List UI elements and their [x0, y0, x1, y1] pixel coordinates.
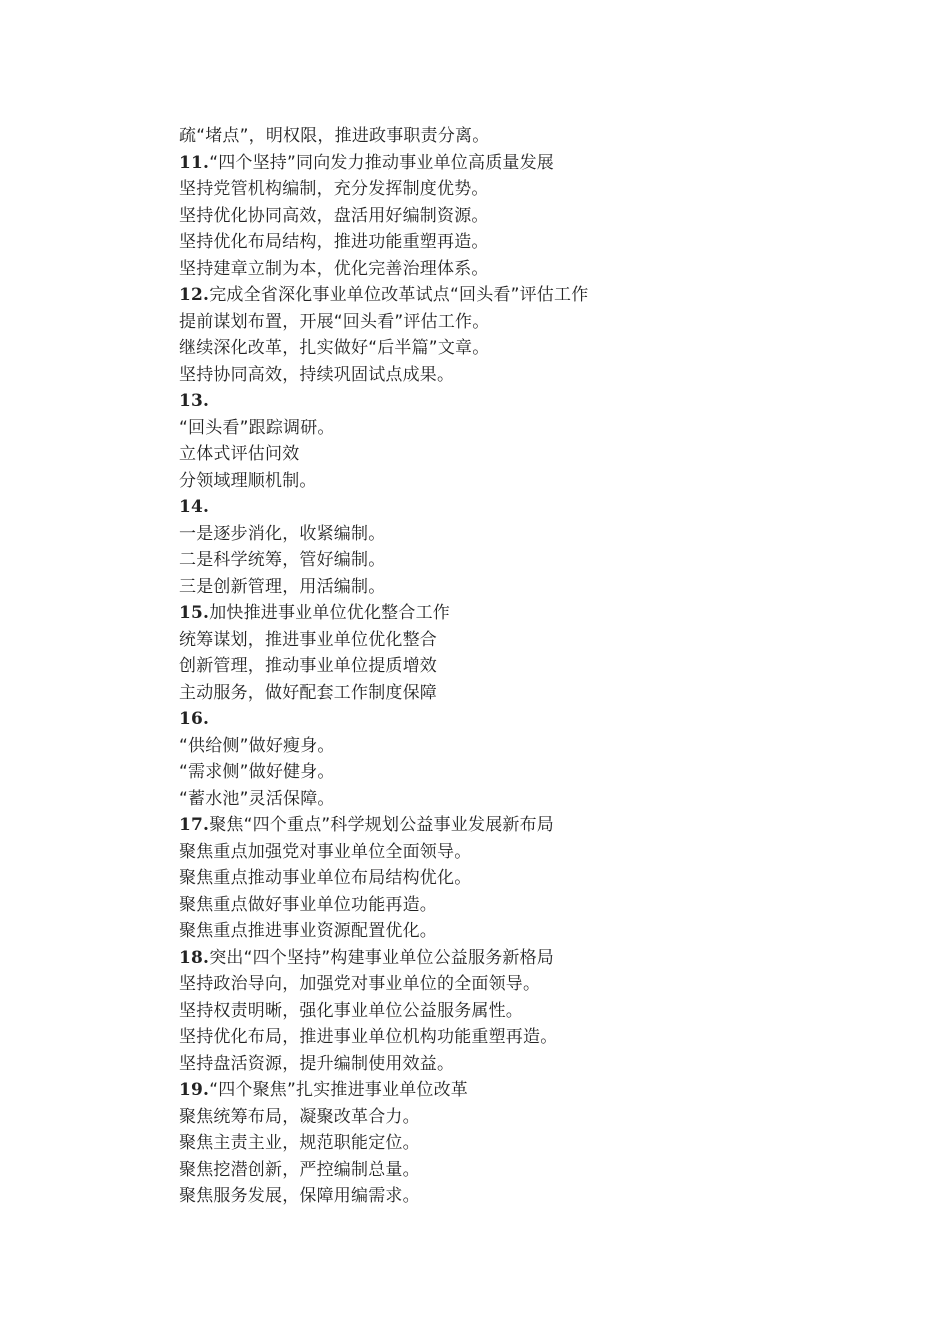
paragraph-line: 坚持优化协同高效，盘活用好编制资源。 — [179, 205, 489, 226]
paragraph-line: 疏“堵点”，明权限，推进政事职责分离。 — [179, 126, 490, 146]
section-number: 11. — [179, 152, 210, 173]
section-heading-11 — [179, 150, 879, 177]
section-number: 15. — [179, 603, 210, 623]
paragraph-line: “供给侧”做好瘦身。 — [179, 735, 335, 756]
paragraph-line: 创新管理，推动事业单位提质增效 — [179, 656, 437, 676]
paragraph-line: “蓄水池”灵活保障。 — [179, 788, 335, 809]
paragraph-line: “需求侧”做好健身。 — [179, 762, 335, 782]
paragraph-line: 坚持优化布局结构，推进功能重塑再造。 — [179, 232, 489, 252]
paragraph-line: 继续深化改革，扎实做好“后半篇”文章。 — [179, 338, 490, 358]
section-heading-17 — [179, 812, 879, 839]
paragraph-line: 聚焦重点推进事业资源配置优化。 — [179, 921, 437, 941]
paragraph-line: 聚焦重点做好事业单位功能再造。 — [179, 894, 437, 915]
paragraph-line: 聚焦主责主业，规范职能定位。 — [179, 1133, 420, 1153]
section-number: 12. — [179, 285, 210, 305]
paragraph-line: “回头看”跟踪调研。 — [179, 417, 335, 438]
paragraph-line: 聚焦统筹布局，凝聚改革合力。 — [179, 1106, 420, 1127]
paragraph-line: 坚持盘活资源，提升编制使用效益。 — [179, 1053, 455, 1074]
section-heading-14 — [179, 494, 879, 521]
document-body — [179, 123, 879, 1210]
paragraph-line: 提前谋划布置，开展“回头看”评估工作。 — [179, 311, 490, 332]
section-heading-19 — [179, 1077, 879, 1104]
paragraph-line: 聚焦挖潜创新，严控编制总量。 — [179, 1159, 420, 1180]
paragraph-line: 统筹谋划，推进事业单位优化整合 — [179, 629, 437, 650]
section-number: 18. — [179, 947, 210, 968]
section-number: 14. — [179, 497, 210, 517]
section-title: “四个坚持”同向发力推动事业单位高质量发展 — [209, 152, 555, 173]
section-number: 16. — [179, 709, 210, 729]
paragraph-line: 坚持优化布局，推进事业单位机构功能重塑再造。 — [179, 1027, 558, 1047]
section-heading-12 — [179, 282, 879, 309]
paragraph-line: 坚持建章立制为本，优化完善治理体系。 — [179, 258, 489, 279]
paragraph-line: 聚焦服务发展，保障用编需求。 — [179, 1186, 420, 1206]
paragraph-line: 聚焦重点推动事业单位布局结构优化。 — [179, 868, 472, 888]
section-heading-16 — [179, 706, 879, 733]
paragraph-line: 主动服务，做好配套工作制度保障 — [179, 682, 437, 703]
section-title: 聚焦“四个重点”科学规划公益事业发展新布局 — [209, 815, 555, 835]
section-number: 17. — [179, 815, 210, 835]
paragraph-line: 坚持协同高效，持续巩固试点成果。 — [179, 364, 455, 385]
paragraph-line: 坚持党管机构编制，充分发挥制度优势。 — [179, 179, 489, 199]
section-title: “四个聚焦”扎实推进事业单位改革 — [209, 1080, 469, 1100]
paragraph-line: 三是创新管理，用活编制。 — [179, 576, 386, 597]
section-number: 19. — [179, 1080, 210, 1100]
section-title: 完成全省深化事业单位改革试点“回头看”评估工作 — [209, 285, 589, 305]
paragraph-line: 分领域理顺机制。 — [179, 470, 317, 491]
paragraph-line: 聚焦重点加强党对事业单位全面领导。 — [179, 841, 472, 862]
section-heading-13 — [179, 388, 879, 415]
section-number: 13. — [179, 391, 210, 411]
paragraph-line: 一是逐步消化，收紧编制。 — [179, 523, 386, 544]
section-heading-18 — [179, 945, 879, 972]
paragraph-line: 二是科学统筹，管好编制。 — [179, 550, 386, 570]
paragraph-line: 坚持权责明晰，强化事业单位公益服务属性。 — [179, 1000, 523, 1021]
section-heading-15 — [179, 600, 879, 627]
section-title: 加快推进事业单位优化整合工作 — [209, 603, 450, 623]
section-title: 突出“四个坚持”构建事业单位公益服务新格局 — [209, 947, 555, 968]
paragraph-line: 坚持政治导向，加强党对事业单位的全面领导。 — [179, 974, 541, 994]
paragraph-line: 立体式评估问效 — [179, 444, 300, 464]
